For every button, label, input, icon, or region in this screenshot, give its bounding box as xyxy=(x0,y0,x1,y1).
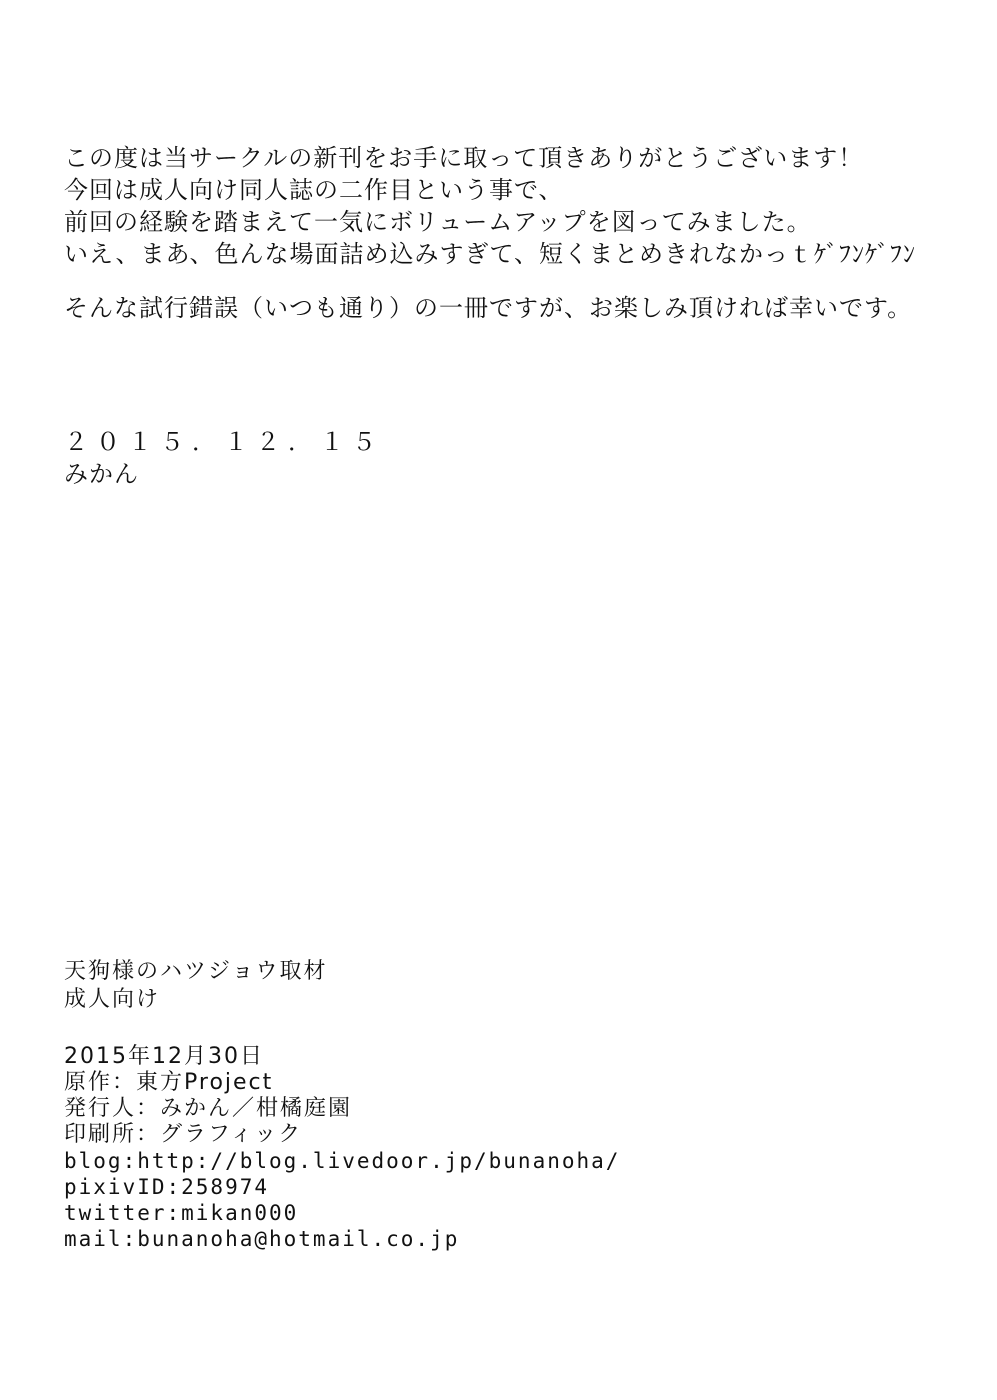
colophon-gap xyxy=(64,1014,620,1044)
message-line-3: 前回の経験を踏まえて一気にボリュームアップを図ってみました。 xyxy=(64,208,812,236)
paragraph-gap xyxy=(64,270,916,292)
signature-author: みかん xyxy=(64,460,139,488)
original-work: 原作：東方Project xyxy=(64,1070,274,1095)
book-rating: 成人向け xyxy=(64,987,161,1012)
message-closing: そんな試行錯誤（いつも通り）の一冊ですが、お楽しみ頂ければ幸いです。 xyxy=(64,294,913,322)
pixiv-id: pixivID:258974 xyxy=(64,1175,270,1199)
twitter-handle: twitter:mikan000 xyxy=(64,1201,299,1225)
afterword-message xyxy=(64,142,916,324)
publisher: 発行人：みかん／柑橘庭園 xyxy=(64,1096,353,1121)
signature xyxy=(64,426,384,490)
book-title: 天狗様のハツジョウ取材 xyxy=(64,959,328,984)
signature-date: ２０１５．１２．１５ xyxy=(64,428,384,456)
mail-address: mail:bunanoha@hotmail.co.jp xyxy=(64,1227,460,1251)
message-line-2: 今回は成人向け同人誌の二作目という事で、 xyxy=(64,176,564,204)
message-line-4: いえ、まあ、色んな場面詰め込みすぎて、短くまとめきれなかっｔｹﾞﾌﾝｹﾞﾌﾝ xyxy=(64,240,916,268)
message-line-1: この度は当サークルの新刊をお手に取って頂きありがとうございます！ xyxy=(64,144,864,172)
colophon xyxy=(64,958,620,1252)
issue-date: 2015年12月30日 xyxy=(64,1044,264,1069)
printer: 印刷所：グラフィック xyxy=(64,1122,303,1147)
blog-url: blog:http://blog.livedoor.jp/bunanoha/ xyxy=(64,1149,621,1173)
